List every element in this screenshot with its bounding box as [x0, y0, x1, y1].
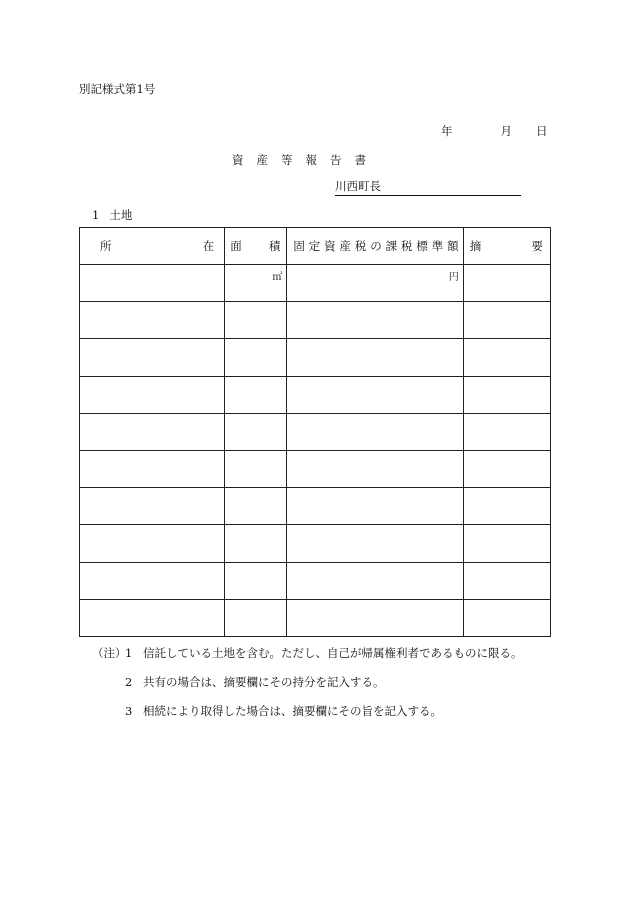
cell-remarks[interactable]: [463, 562, 550, 599]
table-row: [80, 450, 551, 487]
yen-unit: 円: [448, 272, 459, 283]
cell-remarks[interactable]: [463, 599, 550, 636]
table-header-row: [80, 228, 551, 265]
date-day: 日: [536, 124, 548, 138]
table-row: [80, 265, 551, 302]
header-location: 所 在: [80, 228, 225, 265]
table-row: [80, 376, 551, 413]
header-tax-value: [287, 228, 463, 265]
cell-tax-value[interactable]: [287, 525, 463, 562]
cell-area[interactable]: [225, 599, 287, 636]
table-row: [80, 413, 551, 450]
cell-location[interactable]: [80, 562, 225, 599]
cell-location[interactable]: [80, 599, 225, 636]
table-row: [80, 599, 551, 636]
cell-tax-value[interactable]: [287, 450, 463, 487]
section-title: [92, 207, 132, 223]
cell-location[interactable]: [80, 413, 225, 450]
cell-location[interactable]: [80, 488, 225, 525]
land-table: [79, 227, 551, 637]
cell-tax-value[interactable]: [287, 302, 463, 339]
cell-area[interactable]: [225, 488, 287, 525]
cell-area[interactable]: [225, 562, 287, 599]
document-title: 資産等報告書: [232, 153, 379, 167]
cell-tax-value[interactable]: [287, 488, 463, 525]
date-month: 月: [500, 124, 512, 138]
note-item: 1 信託している土地を含む。ただし、自己が帰属権利者であるものに限る。: [125, 646, 523, 660]
header-area: 面 積: [225, 228, 287, 265]
note-item: 3 相続により取得した場合は、摘要欄にその旨を記入する。: [125, 704, 442, 718]
table-row: [80, 525, 551, 562]
cell-tax-value[interactable]: [287, 413, 463, 450]
note-item: 2 共有の場合は、摘要欄にその持分を記入する。: [125, 675, 385, 689]
cell-remarks[interactable]: [463, 413, 550, 450]
cell-area[interactable]: [225, 302, 287, 339]
cell-remarks[interactable]: [463, 450, 550, 487]
cell-tax-value[interactable]: [287, 562, 463, 599]
cell-location[interactable]: [80, 265, 225, 302]
date-year: 年: [441, 124, 453, 138]
cell-remarks[interactable]: [463, 339, 550, 376]
cell-remarks[interactable]: [463, 525, 550, 562]
cell-location[interactable]: [80, 450, 225, 487]
table-row: [80, 488, 551, 525]
cell-area[interactable]: [225, 265, 287, 302]
cell-location[interactable]: [80, 525, 225, 562]
table-row: [80, 562, 551, 599]
cell-remarks[interactable]: [463, 265, 550, 302]
cell-area[interactable]: [225, 376, 287, 413]
cell-area[interactable]: [225, 525, 287, 562]
cell-tax-value[interactable]: [287, 339, 463, 376]
cell-location[interactable]: [80, 376, 225, 413]
cell-tax-value[interactable]: [287, 599, 463, 636]
area-unit: ㎡: [272, 272, 283, 283]
table-row: [80, 302, 551, 339]
cell-location[interactable]: [80, 339, 225, 376]
table-row: [80, 339, 551, 376]
section-number: 1: [92, 208, 100, 222]
cell-remarks[interactable]: [463, 302, 550, 339]
cell-remarks[interactable]: [463, 488, 550, 525]
cell-tax-value[interactable]: [287, 376, 463, 413]
cell-area[interactable]: [225, 339, 287, 376]
header-remarks: 摘 要: [463, 228, 550, 265]
note-label: （注）: [92, 646, 127, 660]
date-line: [441, 123, 548, 139]
form-number: 別記様式第1号: [79, 82, 156, 96]
cell-area[interactable]: [225, 413, 287, 450]
cell-remarks[interactable]: [463, 376, 550, 413]
section-label: 土地: [109, 208, 133, 222]
addressee: 川西町長: [335, 178, 521, 196]
cell-location[interactable]: [80, 302, 225, 339]
cell-tax-value[interactable]: [287, 265, 463, 302]
header-tax-value-text: 固 定 資 産 税 の 課 税 標 準 額: [293, 239, 459, 253]
cell-area[interactable]: [225, 450, 287, 487]
